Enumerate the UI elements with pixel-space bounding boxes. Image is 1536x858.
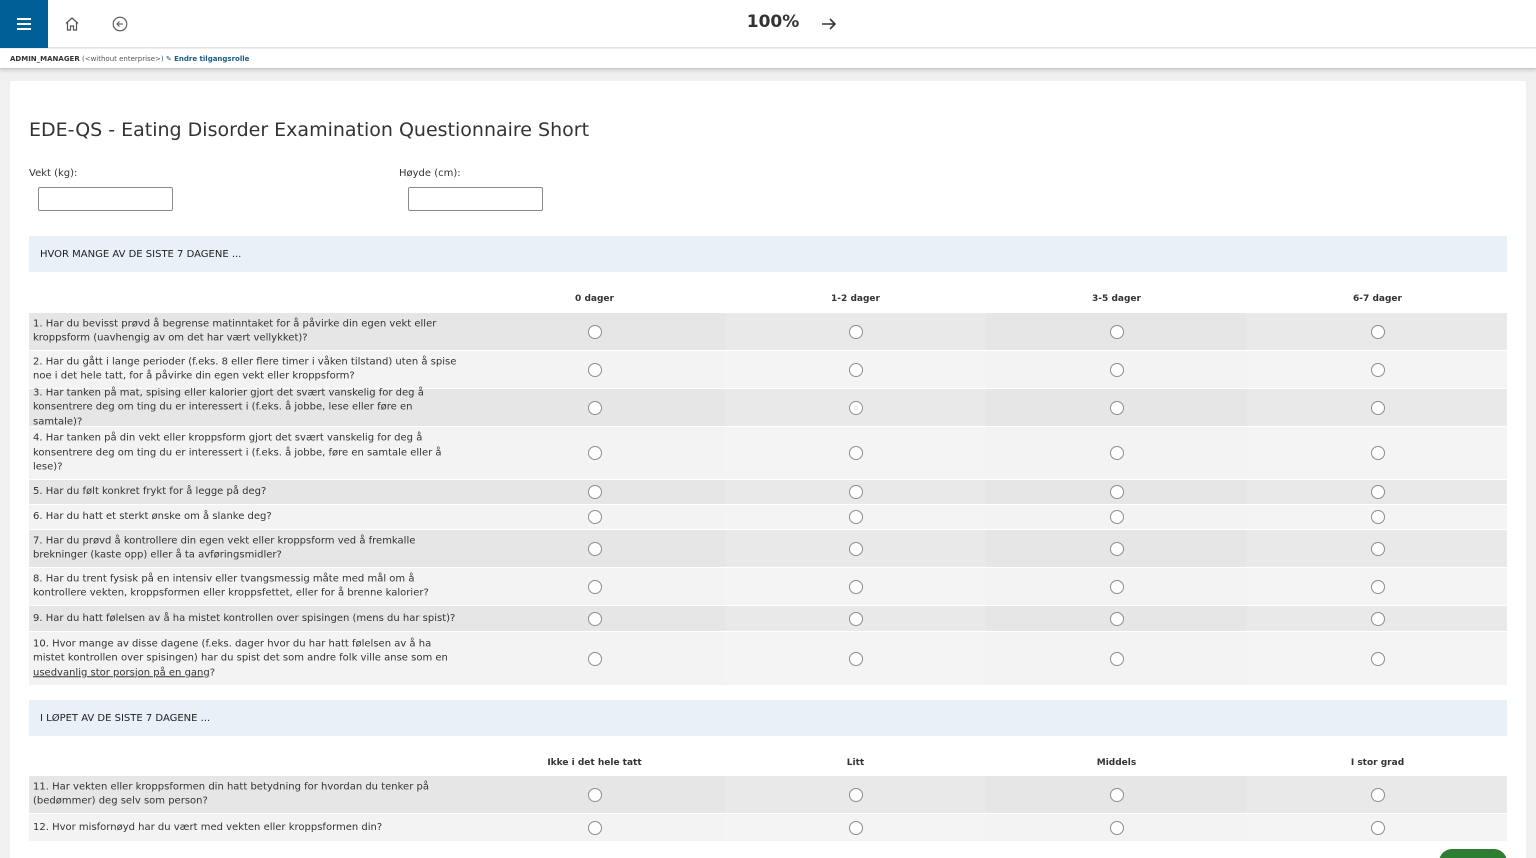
radio-button[interactable] xyxy=(588,485,602,499)
answer-option-cell[interactable] xyxy=(986,389,1247,426)
answer-option-cell[interactable] xyxy=(986,632,1247,685)
answer-option-cell[interactable] xyxy=(464,480,725,504)
radio-button[interactable] xyxy=(849,542,863,556)
question-row xyxy=(29,814,1507,841)
menu-button[interactable] xyxy=(0,0,48,48)
radio-button[interactable] xyxy=(588,580,602,594)
radio-button[interactable] xyxy=(1371,788,1385,802)
answer-option-cell[interactable] xyxy=(725,351,986,388)
answer-option-cell[interactable] xyxy=(1247,530,1508,567)
question-row xyxy=(29,480,1507,504)
answer-option-cell[interactable] xyxy=(1247,632,1508,685)
radio-button[interactable] xyxy=(849,821,863,835)
answer-option-cell[interactable] xyxy=(725,530,986,567)
role-enterprise: (<without enterprise>) xyxy=(81,55,164,63)
answer-option-cell[interactable] xyxy=(725,814,986,841)
home-icon xyxy=(64,16,80,32)
question-row xyxy=(29,606,1507,631)
question-text: 2. Har du gått i lange perioder (f.eks. 8 eller flere timer i våken tilstand) uten å spise noe i det hele tatt, for å påvirke din egen vekt eller kroppsform? xyxy=(33,356,457,382)
radio-button[interactable] xyxy=(588,363,602,377)
radio-button[interactable] xyxy=(1110,612,1124,626)
change-role-label: Endre tilgangsrolle xyxy=(174,55,250,63)
height-input[interactable] xyxy=(408,187,543,211)
radio-button[interactable] xyxy=(1110,325,1124,339)
form-title: EDE-QS - Eating Disorder Examination Questionnaire Short xyxy=(29,119,590,141)
radio-button[interactable] xyxy=(1371,580,1385,594)
col-header-i-stor-grad: I stor grad xyxy=(1350,758,1405,768)
weight-label: Vekt (kg): xyxy=(29,168,78,179)
answer-option-cell[interactable] xyxy=(1247,480,1508,504)
radio-button[interactable] xyxy=(1110,788,1124,802)
answer-option-cell[interactable] xyxy=(986,814,1247,841)
answer-option-cell[interactable] xyxy=(725,313,986,350)
question-row xyxy=(29,505,1507,529)
question-text: 9. Har du hatt følelsen av å ha mistet kontrollen over spisingen (mens du har spist)? xyxy=(33,612,456,624)
answer-option-cell[interactable] xyxy=(1247,606,1508,631)
radio-button[interactable] xyxy=(849,363,863,377)
col-header-1-2-dager: 1-2 dager xyxy=(831,294,880,304)
answer-option-cell[interactable] xyxy=(1247,568,1508,605)
answer-option-cell[interactable] xyxy=(1247,351,1508,388)
question-text: 4. Har tanken på din vekt eller kroppsform gjort det svært vanskelig for deg å konsentrere deg om ting du er interessert i (f.eks. å jobbe, føre en samtale eller å lese)? xyxy=(33,432,442,473)
answer-option-cell[interactable] xyxy=(725,505,986,529)
next-button[interactable] xyxy=(1439,849,1507,858)
answer-option-cell[interactable] xyxy=(986,351,1247,388)
radio-button[interactable] xyxy=(1371,363,1385,377)
radio-button[interactable] xyxy=(1110,542,1124,556)
answer-option-cell[interactable] xyxy=(986,480,1247,504)
radio-button[interactable] xyxy=(1110,821,1124,835)
col-header-litt: Litt xyxy=(846,758,865,768)
answer-option-cell[interactable] xyxy=(725,389,986,426)
question-text: 6. Har du hatt et sterkt ønske om å slanke deg? xyxy=(33,510,272,522)
hamburger-icon xyxy=(17,18,31,30)
top-bar xyxy=(0,0,1536,48)
answer-option-cell[interactable] xyxy=(1247,505,1508,529)
radio-button[interactable] xyxy=(588,446,602,460)
radio-button[interactable] xyxy=(588,788,602,802)
question-text: 3. Har tanken på mat, spising eller kalorier gjort det svært vanskelig for deg å konsentrere deg om ting du er interessert i (f.eks. å jobbe, lese eller føre en samtale)? xyxy=(33,386,424,427)
radio-button[interactable] xyxy=(1110,363,1124,377)
radio-button[interactable] xyxy=(849,580,863,594)
radio-button[interactable] xyxy=(849,652,863,666)
question-row xyxy=(29,427,1507,479)
radio-button[interactable] xyxy=(849,612,863,626)
radio-button[interactable] xyxy=(1371,401,1385,415)
col-header-ikke: Ikke i det hele tatt xyxy=(547,758,642,768)
answer-option-cell[interactable] xyxy=(1247,313,1508,350)
answer-option-cell[interactable] xyxy=(464,776,725,813)
answer-option-cell[interactable] xyxy=(1247,814,1508,841)
radio-button[interactable] xyxy=(1371,510,1385,524)
answer-option-cell[interactable] xyxy=(1247,427,1508,479)
answer-option-cell[interactable] xyxy=(986,568,1247,605)
pencil-icon: ✎ xyxy=(165,55,172,63)
arrow-right-icon xyxy=(821,17,837,31)
question-row xyxy=(29,386,1507,427)
radio-button[interactable] xyxy=(1110,652,1124,666)
question-row xyxy=(29,351,1507,388)
answer-option-cell[interactable] xyxy=(725,568,986,605)
answer-option-cell[interactable] xyxy=(986,313,1247,350)
question-row xyxy=(29,568,1507,605)
radio-button[interactable] xyxy=(1110,485,1124,499)
answer-option-cell[interactable] xyxy=(725,606,986,631)
radio-button[interactable] xyxy=(1371,652,1385,666)
answer-option-cell[interactable] xyxy=(725,480,986,504)
radio-button[interactable] xyxy=(849,485,863,499)
forward-button[interactable] xyxy=(817,12,841,36)
radio-button[interactable] xyxy=(588,542,602,556)
question-text: 10. Hvor mange av disse dagene (f.eks. dager hvor du har hatt følelsen av å ha mistet kontrollen over spisingen) har du spist det som andre folk ville anse som en usedvanlig stor porsjon på en gang? xyxy=(33,637,448,678)
radio-button[interactable] xyxy=(849,510,863,524)
radio-button[interactable] xyxy=(588,510,602,524)
answer-option-cell[interactable] xyxy=(464,505,725,529)
answer-option-cell[interactable] xyxy=(464,530,725,567)
answer-option-cell[interactable] xyxy=(464,606,725,631)
radio-button[interactable] xyxy=(1110,446,1124,460)
col-header-0-dager: 0 dager xyxy=(575,294,614,304)
question-row xyxy=(29,530,1507,567)
radio-button[interactable] xyxy=(1371,821,1385,835)
answer-option-cell[interactable] xyxy=(464,427,725,479)
role-bar xyxy=(0,49,1536,69)
answer-option-cell[interactable] xyxy=(464,389,725,426)
radio-button[interactable] xyxy=(1371,612,1385,626)
section-heading-1: HVOR MANGE AV DE SISTE 7 DAGENE ... xyxy=(29,236,1507,272)
radio-button[interactable] xyxy=(849,401,863,415)
change-role-link[interactable] xyxy=(166,55,250,63)
back-circle-icon xyxy=(112,16,128,32)
back-button[interactable] xyxy=(108,12,132,36)
question-text: 12. Hvor misfornøyd har du vært med vekten eller kroppsformen din? xyxy=(33,821,383,833)
radio-button[interactable] xyxy=(849,446,863,460)
answer-option-cell[interactable] xyxy=(986,776,1247,813)
radio-button[interactable] xyxy=(588,401,602,415)
question-row xyxy=(29,632,1507,685)
col-header-middels: Middels xyxy=(1096,758,1137,768)
answer-option-cell[interactable] xyxy=(464,632,725,685)
question-text: 7. Har du prøvd å kontrollere din egen vekt eller kroppsform ved å fremkalle brekninger (kaste opp) eller å ta avføringsmidler? xyxy=(33,535,416,561)
role-user: ADMIN_MANAGER xyxy=(10,55,80,63)
answer-option-cell[interactable] xyxy=(986,606,1247,631)
weight-input[interactable] xyxy=(38,187,173,211)
answer-option-cell[interactable] xyxy=(986,427,1247,479)
col-header-6-7-dager: 6-7 dager xyxy=(1353,294,1402,304)
radio-button[interactable] xyxy=(1110,580,1124,594)
radio-button[interactable] xyxy=(1371,485,1385,499)
radio-button[interactable] xyxy=(588,652,602,666)
answer-option-cell[interactable] xyxy=(1247,389,1508,426)
answer-option-cell[interactable] xyxy=(464,814,725,841)
radio-button[interactable] xyxy=(588,821,602,835)
radio-button[interactable] xyxy=(1371,542,1385,556)
radio-button[interactable] xyxy=(588,325,602,339)
height-label: Høyde (cm): xyxy=(399,168,461,179)
radio-button[interactable] xyxy=(1110,401,1124,415)
question-text: 5. Har du følt konkret frykt for å legge på deg? xyxy=(33,485,267,497)
answer-option-cell[interactable] xyxy=(725,776,986,813)
form-card xyxy=(10,81,1526,858)
answer-option-cell[interactable] xyxy=(725,427,986,479)
question-row xyxy=(29,776,1507,813)
answer-option-cell[interactable] xyxy=(725,632,986,685)
radio-button[interactable] xyxy=(1371,325,1385,339)
answer-option-cell[interactable] xyxy=(464,313,725,350)
section-heading-2: I LØPET AV DE SISTE 7 DAGENE ... xyxy=(29,700,1507,736)
home-button[interactable] xyxy=(60,12,84,36)
answer-option-cell[interactable] xyxy=(464,568,725,605)
answer-option-cell[interactable] xyxy=(1247,776,1508,813)
question-text: 1. Har du bevisst prøvd å begrense matinntaket for å påvirke din egen vekt eller kroppsform (uavhengig av om det har vært vellykket)? xyxy=(33,318,437,344)
answer-option-cell[interactable] xyxy=(464,351,725,388)
answer-option-cell[interactable] xyxy=(986,505,1247,529)
radio-button[interactable] xyxy=(1371,446,1385,460)
zoom-level: 100% xyxy=(746,12,800,32)
question-text: 8. Har du trent fysisk på en intensiv eller tvangsmessig måte med mål om å kontrollere vekten, kroppsformen eller kroppsfettet, eller for å brenne kalorier? xyxy=(33,573,429,599)
question-text: 11. Har vekten eller kroppsformen din hatt betydning for hvordan du tenker på (bedømmer) deg selv som person? xyxy=(33,781,429,807)
col-header-3-5-dager: 3-5 dager xyxy=(1092,294,1141,304)
radio-button[interactable] xyxy=(849,788,863,802)
radio-button[interactable] xyxy=(849,325,863,339)
answer-option-cell[interactable] xyxy=(986,530,1247,567)
radio-button[interactable] xyxy=(1110,510,1124,524)
radio-button[interactable] xyxy=(588,612,602,626)
question-row xyxy=(29,313,1507,350)
